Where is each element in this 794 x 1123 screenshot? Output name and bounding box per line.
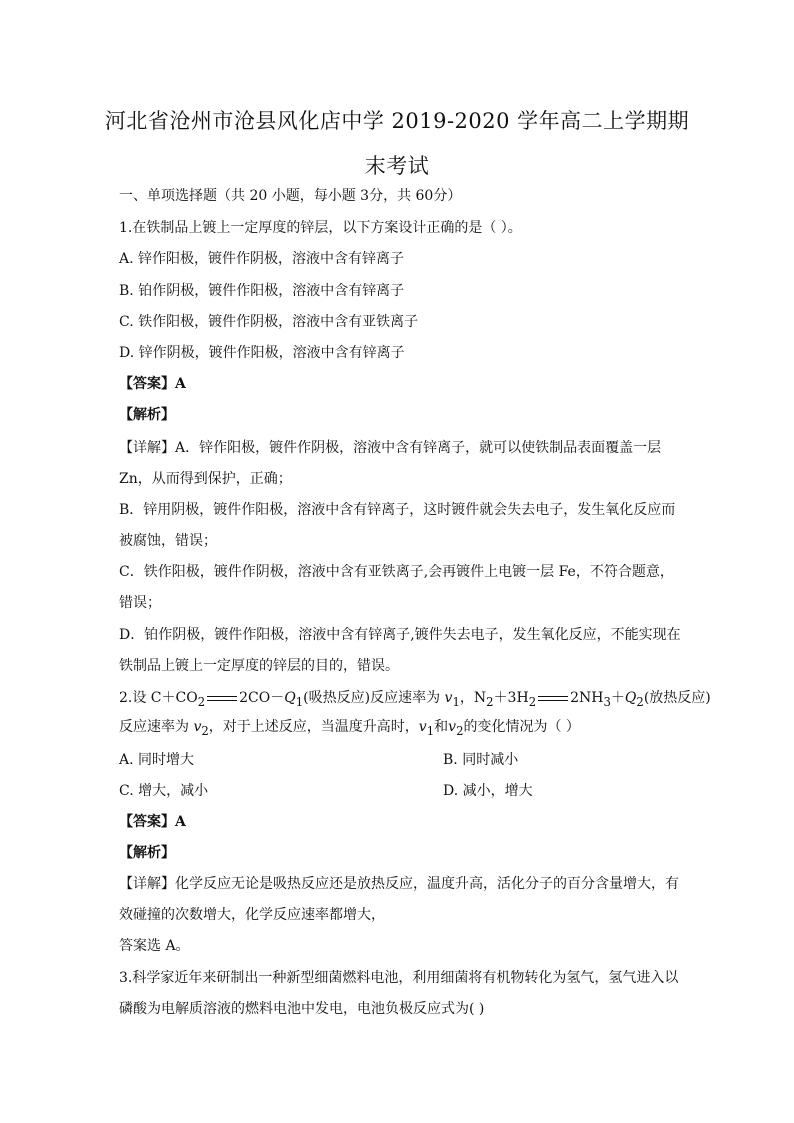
- q2-answer: 【答案】A: [119, 814, 186, 830]
- subscript: 2: [636, 694, 644, 709]
- variable-q: Q: [624, 690, 637, 706]
- subscript: 2: [456, 723, 464, 738]
- q1-detail-line: 错误；: [119, 595, 161, 611]
- subscript: 2: [201, 723, 209, 738]
- q2-stem-line-1: [119, 687, 711, 709]
- equilibrium-arrow: [207, 693, 237, 703]
- variable-v: v: [418, 719, 427, 735]
- q1-detail-line: 被腐蚀，错误；: [119, 533, 217, 549]
- q1-option-c: C. 铁作阳极，镀件作阴极，溶液中含有亚铁离子: [119, 314, 419, 330]
- q3-stem-line: 磷酸为电解质溶液的燃料电池中发电，电池负极反应式为( ): [119, 1001, 485, 1017]
- q1-detail-line: D．铂作阴极，镀件作阳极，溶液中含有锌离子,镀件失去电子，发生氧化反应，不能实现在: [119, 627, 681, 643]
- document-title-line-1: 河北省沧州市沧县风化店中学 2019-2020 学年高二上学期期: [104, 109, 690, 133]
- equilibrium-arrow: [538, 693, 568, 703]
- q2-stem-text: ＋3H: [493, 690, 529, 706]
- q1-option-d: D. 锌作阴极，镀件作阳极，溶液中含有锌离子: [119, 345, 405, 361]
- q2-stem-text: 2.设 C＋CO: [119, 690, 198, 706]
- q2-stem-text: 和: [434, 719, 449, 735]
- q2-stem-text: 2CO－: [239, 690, 285, 706]
- q2-option-d: D. 减小，增大: [443, 783, 533, 799]
- q2-stem-text: (放热反应): [643, 690, 711, 706]
- subscript: 1: [295, 694, 304, 709]
- subscript: 1: [452, 694, 460, 709]
- q2-stem-text: 2NH: [570, 690, 604, 706]
- q1-stem: 1.在铁制品上镀上一定厚度的锌层，以下方案设计正确的是（ ）。: [119, 220, 522, 236]
- q2-stem-text: 的变化情况为（ ）: [463, 719, 580, 735]
- q1-detail-line: 【详解】A．锌作阳极，镀件作阴极，溶液中含有锌离子，就可以使铁制品表面覆盖一层: [119, 440, 662, 456]
- q1-detail-line: Zn，从而得到保护，正确；: [119, 471, 292, 487]
- q2-option-b: B. 同时减小: [443, 752, 519, 768]
- q2-detail-line: 答案选 A。: [119, 938, 190, 954]
- q1-detail-line: 铁制品上镀上一定厚度的锌层的目的，错误。: [119, 658, 399, 674]
- q2-option-a: A. 同时增大: [119, 752, 195, 768]
- q2-stem-text: ，对于上述反应，当温度升高时，: [208, 719, 419, 735]
- q1-detail-line: C．铁作阳极，镀件作阴极，溶液中含有亚铁离子,会再镀件上电镀一层 Fe，不符合题意，: [119, 564, 674, 580]
- variable-v: v: [193, 719, 202, 735]
- subscript: 1: [426, 723, 435, 738]
- subscript: 2: [486, 694, 494, 709]
- section-heading: 一、单项选择题（共 20 小题，每小题 3分，共 60分）: [119, 188, 462, 204]
- q3-stem-line: 3.科学家近年来研制出一种新型细菌燃料电池，利用细菌将有机物转化为氢气，氢气进入以: [119, 970, 679, 986]
- document-title-line-2: 末考试: [364, 154, 430, 178]
- q2-analysis-label: 【解析】: [119, 845, 175, 861]
- q2-stem-text: ＋: [610, 690, 625, 706]
- variable-v: v: [444, 690, 453, 706]
- q2-stem-line-2: [119, 716, 580, 738]
- q1-answer: 【答案】A: [119, 376, 186, 392]
- q2-detail-line: 【详解】化学反应无论是吸热反应还是放热反应，温度升高，活化分子的百分含量增大，有: [119, 876, 679, 892]
- q2-stem-text: (吸热反应)反应速率为: [303, 690, 441, 706]
- q1-option-a: A. 锌作阳极，镀件作阴极，溶液中含有锌离子: [119, 251, 405, 267]
- q1-analysis-label: 【解析】: [119, 407, 175, 423]
- q2-option-c: C. 增大，减小: [119, 783, 209, 799]
- q2-stem-text: 反应速率为: [119, 719, 189, 735]
- q1-option-b: B. 铂作阴极，镀件作阳极，溶液中含有锌离子: [119, 283, 405, 299]
- subscript: 2: [197, 694, 206, 709]
- q2-detail-line: 效碰撞的次数增大，化学反应速率都增大，: [119, 907, 385, 923]
- variable-v: v: [448, 719, 457, 735]
- subscript: 3: [603, 694, 611, 709]
- subscript: 2: [528, 694, 537, 709]
- q1-detail-line: B．锌用阴极，镀件作阳极，溶液中含有锌离子，这时镀件就会失去电子，发生氧化反应而: [119, 502, 676, 518]
- q2-stem-text: ，N: [459, 690, 487, 706]
- variable-q: Q: [284, 690, 296, 706]
